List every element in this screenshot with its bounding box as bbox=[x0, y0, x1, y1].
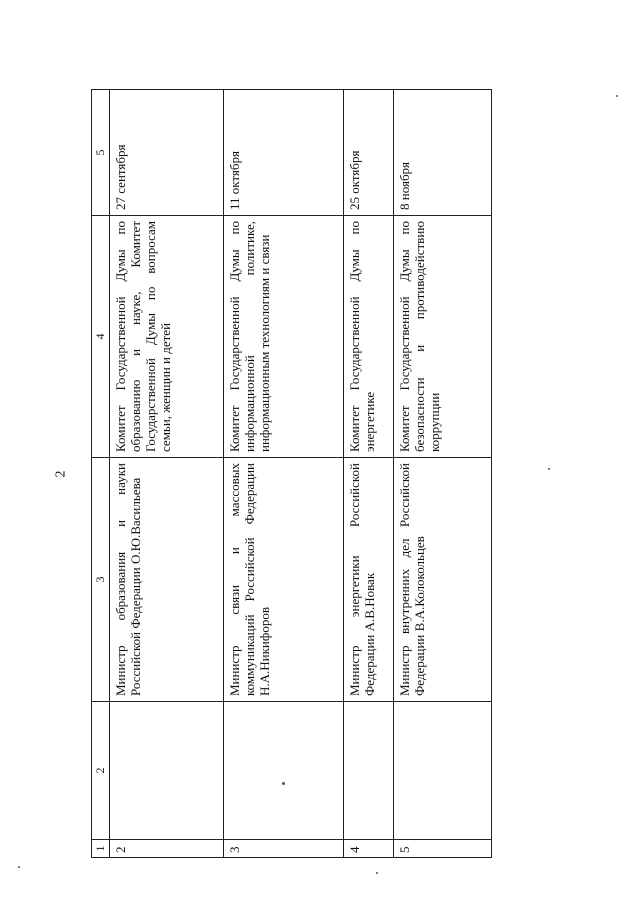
schedule-table-rotated bbox=[91, 90, 491, 858]
table-row bbox=[394, 90, 492, 858]
date-cell: 11 октября bbox=[224, 90, 344, 216]
scan-speck bbox=[548, 468, 550, 470]
minister-cell: Министр энергетики Российской Федерации А.В.Новак bbox=[344, 458, 394, 702]
minister-cell: Министр внутренних дел Российской Федерации В.А.Колокольцев bbox=[394, 458, 492, 702]
committee-cell: Комитет Государственной Думы по образованию и науке, Комитет Государственной Думы по вопросам семьи, женщин и детей bbox=[110, 216, 224, 458]
minister-cell: Министр образования и науки Российской Федерации О.Ю.Васильева bbox=[110, 458, 224, 702]
committee-cell: Комитет Государственной Думы по энергетике bbox=[344, 216, 394, 458]
table-row bbox=[110, 90, 224, 858]
table-header-row bbox=[92, 90, 110, 858]
row-number: 2 bbox=[110, 840, 224, 858]
header-col-1: 1 bbox=[92, 840, 110, 858]
header-col-4: 4 bbox=[92, 216, 110, 458]
minister-cell: Министр связи и массовых коммуникаций Российской Федерации Н.А.Никифоров bbox=[224, 458, 344, 702]
table-row bbox=[344, 90, 394, 858]
row-number: 5 bbox=[394, 840, 492, 858]
row-number: 4 bbox=[344, 840, 394, 858]
row-col2 bbox=[110, 702, 224, 840]
header-col-2: 2 bbox=[92, 702, 110, 840]
row-col2 bbox=[394, 702, 492, 840]
row-col2 bbox=[224, 702, 344, 840]
scan-speck bbox=[616, 95, 618, 97]
row-col2 bbox=[344, 702, 394, 840]
scan-speck bbox=[282, 782, 285, 785]
date-cell: 27 сентября bbox=[110, 90, 224, 216]
date-cell: 8 ноября bbox=[394, 90, 492, 216]
committee-cell: Комитет Государственной Думы по информационной политике, информационным технологиям и связи bbox=[224, 216, 344, 458]
scan-speck bbox=[376, 872, 378, 874]
scan-speck bbox=[18, 866, 20, 868]
row-number: 3 bbox=[224, 840, 344, 858]
header-col-5: 5 bbox=[92, 90, 110, 216]
table-row bbox=[224, 90, 344, 858]
date-cell: 25 октября bbox=[344, 90, 394, 216]
schedule-table bbox=[91, 89, 492, 858]
page-number: 2 bbox=[53, 470, 69, 478]
header-col-3: 3 bbox=[92, 458, 110, 702]
committee-cell: Комитет Государственной Думы по безопасности и противодействию коррупции bbox=[394, 216, 492, 458]
